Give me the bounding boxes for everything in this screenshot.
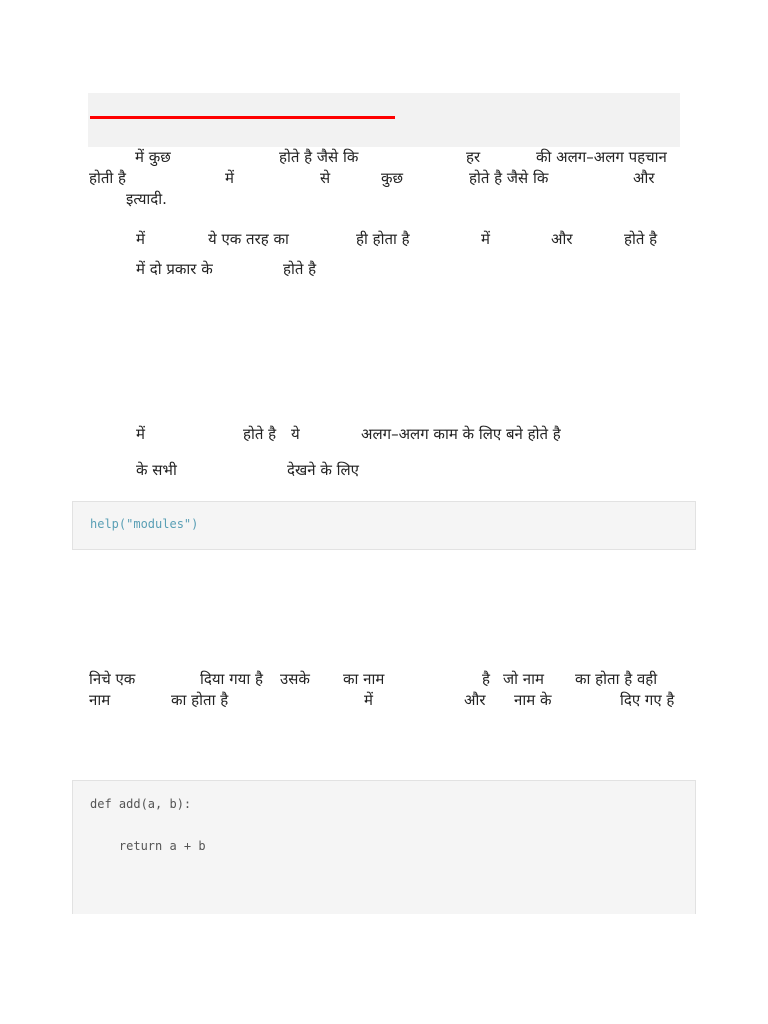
text-fragment: में bbox=[364, 691, 373, 709]
heading-underline bbox=[90, 116, 395, 119]
text-fragment: होते है जैसे कि bbox=[279, 148, 359, 166]
text-fragment: का होता है bbox=[171, 691, 229, 709]
text-fragment: जो नाम bbox=[503, 670, 544, 688]
text-fragment: ये एक तरह का bbox=[208, 230, 289, 248]
code-block bbox=[72, 780, 696, 914]
text-fragment: कुछ bbox=[381, 169, 404, 187]
text-fragment: दिए गए है bbox=[620, 691, 675, 709]
text-fragment: हर bbox=[466, 148, 481, 166]
text-fragment: में bbox=[136, 425, 145, 443]
text-fragment: दिया गया है bbox=[200, 670, 263, 688]
text-fragment: इत्यादी. bbox=[126, 190, 167, 208]
text-fragment: और bbox=[551, 230, 573, 248]
text-fragment: उसके bbox=[280, 670, 310, 688]
heading-banner bbox=[88, 93, 680, 147]
text-fragment: में bbox=[136, 230, 145, 248]
text-fragment: होते है जैसे कि bbox=[469, 169, 549, 187]
text-fragment: होते है bbox=[624, 230, 658, 248]
text-fragment: नाम के bbox=[514, 691, 552, 709]
text-fragment: में कुछ bbox=[135, 148, 171, 166]
text-fragment: का नाम bbox=[343, 670, 385, 688]
code-line: def add(a, b): bbox=[90, 797, 192, 811]
text-fragment: होते है bbox=[283, 260, 317, 278]
text-fragment: की अलग–अलग पहचान bbox=[536, 148, 667, 166]
text-fragment: और bbox=[464, 691, 486, 709]
code-block bbox=[72, 501, 696, 550]
text-fragment: अलग–अलग काम के लिए बने होते है bbox=[361, 425, 561, 443]
text-fragment: देखने के लिए bbox=[287, 461, 359, 479]
text-fragment: और bbox=[633, 169, 655, 187]
text-fragment: होती है bbox=[89, 169, 127, 187]
text-fragment: में bbox=[481, 230, 490, 248]
text-fragment: में bbox=[225, 169, 234, 187]
code-line: return a + b bbox=[90, 839, 206, 853]
text-fragment: नाम bbox=[89, 691, 111, 709]
text-fragment: ये bbox=[291, 425, 300, 443]
text-fragment: निचे एक bbox=[89, 670, 136, 688]
text-fragment: है bbox=[482, 670, 490, 688]
text-fragment: से bbox=[320, 169, 331, 187]
code-line: help("modules") bbox=[90, 517, 199, 531]
text-fragment: ही होता है bbox=[356, 230, 410, 248]
text-fragment: का होता है वही bbox=[575, 670, 658, 688]
text-fragment: होते है bbox=[243, 425, 277, 443]
text-fragment: में दो प्रकार के bbox=[136, 260, 213, 278]
text-fragment: के सभी bbox=[136, 461, 177, 479]
